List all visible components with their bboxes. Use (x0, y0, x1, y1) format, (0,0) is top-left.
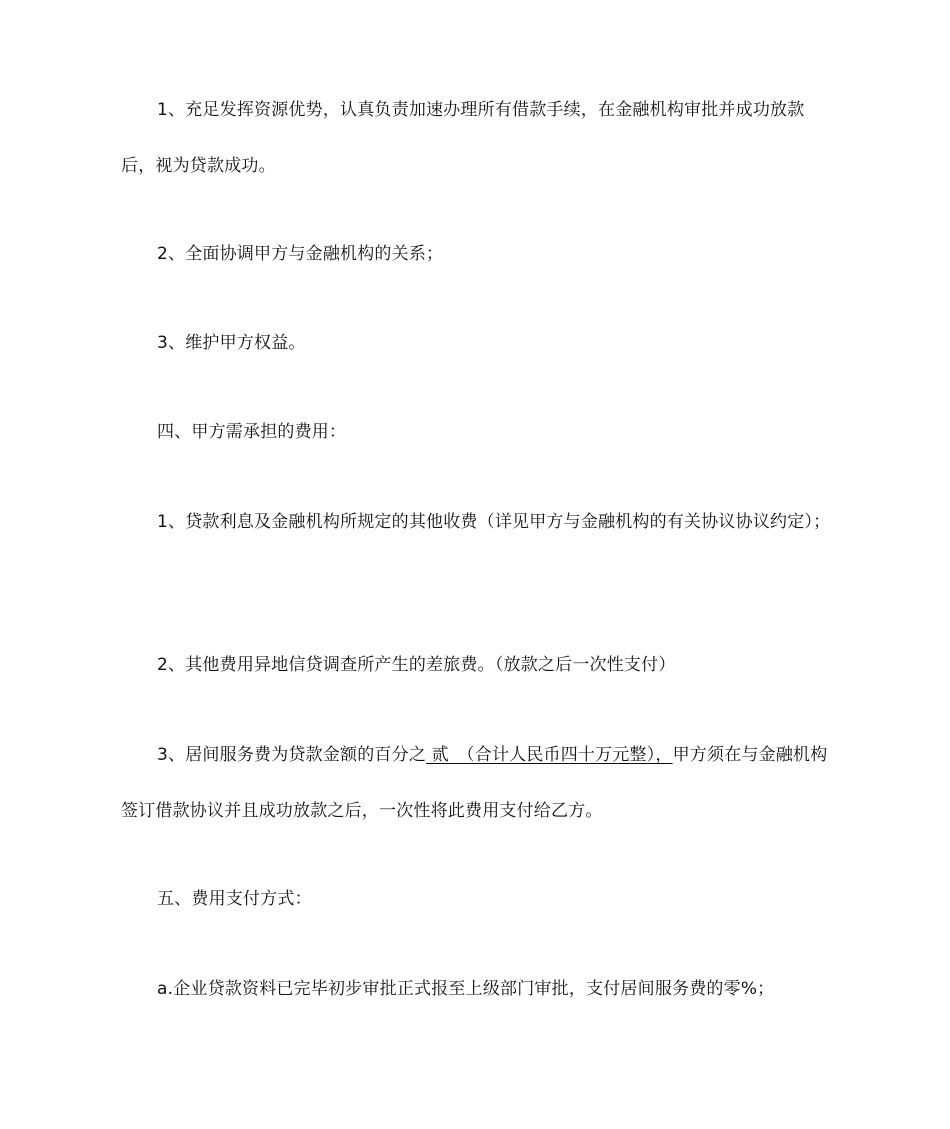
paragraph-fee-3 (121, 727, 833, 839)
service-fee-suffix: 甲方须在与金融机构签订借款协议并且成功放款之后，一次性将此费用支付给乙方。 (121, 745, 828, 821)
paragraph-fee-2: 2、其他费用异地信贷调查所产生的差旅费。（放款之后一次性支付） (157, 655, 676, 675)
service-fee-amount: 贰 （合计人民币四十万元整）， (426, 745, 673, 765)
paragraph-service-1: 1、充足发挥资源优势，认真负责加速办理所有借款手续，在金融机构审批并成功放款后，视为贷款成功。 (121, 100, 805, 176)
paragraph-service-3: 3、维护甲方权益。 (157, 333, 306, 353)
section-five-heading: 五、费用支付方式： (157, 889, 312, 909)
paragraph-payment-a: a.企业贷款资料已完毕初步审批正式报至上级部门审批，支付居间服务费的零%； (157, 979, 775, 999)
paragraph-fee-1: 1、贷款利息及金融机构所规定的其他收费（详见甲方与金融机构的有关协议协议约定）； (157, 512, 831, 532)
paragraph-service-2: 2、全面协调甲方与金融机构的关系； (157, 244, 444, 264)
section-four-heading: 四、甲方需承担的费用： (157, 422, 347, 442)
service-fee-prefix: 3、居间服务费为贷款金额的百分之 (157, 745, 427, 765)
